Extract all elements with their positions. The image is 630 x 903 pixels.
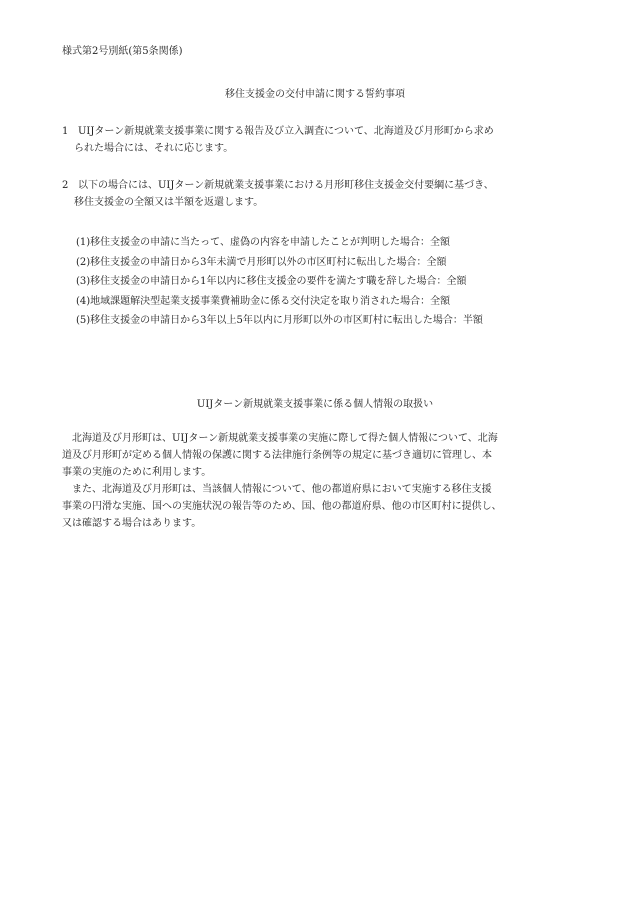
refund-condition-4: (4)地域課題解決型起業支援事業費補助金に係る交付決定を取り消された場合：全額 bbox=[76, 295, 451, 307]
privacy-line-2: 道及び月形町が定める個人情報の保護に関する法律施行条例等の規定に基づき適切に管理し、本 bbox=[62, 450, 492, 461]
privacy-line-4: また、北海道及び月形町は、当該個人情報について、他の都道府県において実施する移住支援 bbox=[62, 484, 492, 495]
pledge-title: 移住支援金の交付申請に関する誓約事項 bbox=[225, 89, 405, 100]
privacy-line-6: 又は確認する場合はあります。 bbox=[62, 518, 202, 529]
privacy-line-5: 事業の円滑な実施、国への実施状況の報告等のため、国、他の都道府県、他の市区町村に提供し、 bbox=[62, 501, 502, 512]
pledge-item-2-number: 2 bbox=[62, 180, 69, 191]
pledge-item-1 bbox=[62, 125, 552, 159]
pledge-item-1-text-1: UIJターン新規就業支援事業に関する報告及び立入調査について、北海道及び月形町から求め bbox=[78, 126, 494, 137]
pledge-item-2-text-2: 移住支援金の全額又は半額を返還します。 bbox=[74, 197, 264, 208]
refund-conditions-list bbox=[76, 236, 483, 334]
refund-condition-3: (3)移住支援金の申請日から1年以内に移住支援金の要件を満たす職を辞した場合：全額 bbox=[76, 276, 467, 287]
pledge-item-2 bbox=[62, 179, 552, 213]
form-label: 様式第2号別紙(第5条関係) bbox=[62, 46, 183, 57]
privacy-line-1: 北海道及び月形町は、UIJターン新規就業支援事業の実施に際して得た個人情報について、北海 bbox=[62, 433, 498, 444]
pledge-item-1-line-1 bbox=[62, 125, 552, 142]
refund-condition-5: (5)移住支援金の申請日から3年以上5年以内に月形町以外の市区町村に転出した場合：半額 bbox=[76, 315, 483, 326]
refund-condition-1: (1)移住支援金の申請に当たって、虚偽の内容を申請したことが判明した場合：全額 bbox=[76, 237, 450, 248]
privacy-paragraph bbox=[62, 432, 552, 534]
pledge-item-2-text-1: 以下の場合には、UIJターン新規就業支援事業における月形町移住支援金交付要綱に基づき、 bbox=[78, 180, 494, 191]
privacy-line-3: 事業の実施のために利用します。 bbox=[62, 467, 212, 478]
pledge-item-1-text-2: られた場合には、それに応じます。 bbox=[74, 143, 234, 154]
refund-condition-2: (2)移住支援金の申請日から3年未満で月形町以外の市区町村に転出した場合：全額 bbox=[76, 256, 447, 268]
pledge-item-2-line-1 bbox=[62, 179, 552, 196]
pledge-item-1-number: 1 bbox=[62, 126, 69, 137]
privacy-title: UIJターン新規就業支援事業に係る個人情報の取扱い bbox=[196, 399, 434, 410]
